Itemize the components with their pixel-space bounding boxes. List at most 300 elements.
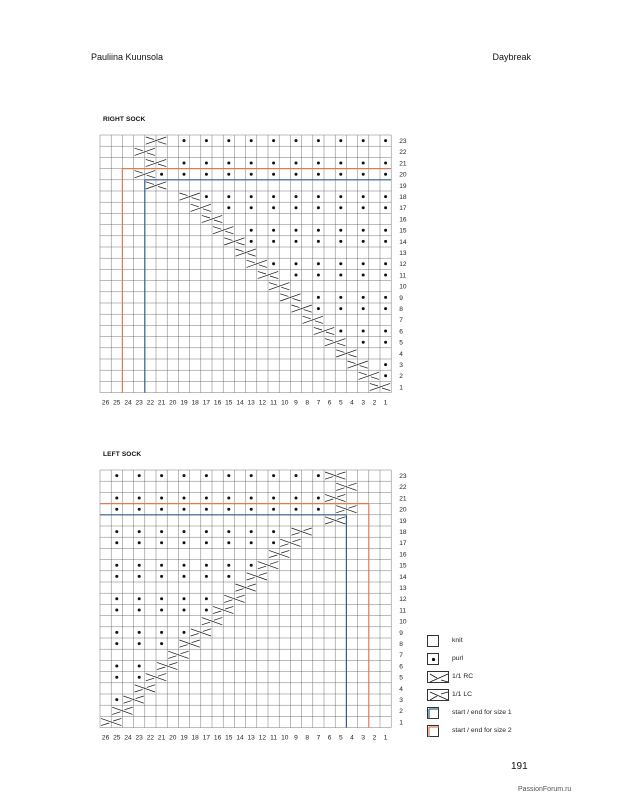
purl-stitch xyxy=(138,665,141,668)
purl-stitch xyxy=(183,497,186,500)
cable-stitch xyxy=(146,182,154,185)
purl-stitch xyxy=(272,229,275,232)
cable-stitch xyxy=(281,550,289,553)
cable-stitch xyxy=(337,517,345,520)
column-number: 5 xyxy=(338,399,343,407)
cable-stitch xyxy=(337,343,345,346)
row-number: 20 xyxy=(399,506,407,514)
column-number: 25 xyxy=(113,399,121,407)
purl-stitch xyxy=(362,307,365,310)
legend-lc-label: 1/1 LC xyxy=(452,691,473,698)
purl-stitch xyxy=(250,508,253,511)
column-number: 8 xyxy=(305,399,310,407)
row-number: 4 xyxy=(399,350,403,358)
cable-stitch xyxy=(371,377,379,380)
column-number: 4 xyxy=(350,734,354,742)
purl-stitch xyxy=(183,508,186,511)
cable-stitch xyxy=(214,220,222,223)
cable-stitch xyxy=(113,718,121,721)
cable-stitch xyxy=(348,483,356,486)
purl-stitch xyxy=(250,162,253,165)
row-number: 16 xyxy=(399,551,407,559)
purl-stitch xyxy=(295,497,298,500)
cable-stitch xyxy=(336,510,344,513)
purl-stitch xyxy=(317,240,320,243)
purl-stitch xyxy=(384,262,387,265)
purl-stitch xyxy=(227,139,230,142)
cable-stitch xyxy=(258,271,266,274)
column-number: 17 xyxy=(202,734,211,742)
purl-stitch xyxy=(183,541,186,544)
purl-stitch xyxy=(183,575,186,578)
purl-stitch xyxy=(160,508,163,511)
purl-stitch xyxy=(295,508,298,511)
column-number: 17 xyxy=(202,399,211,407)
cable-stitch xyxy=(337,472,345,475)
column-number: 15 xyxy=(225,399,233,407)
column-number: 5 xyxy=(338,734,343,742)
purl-stitch xyxy=(272,262,275,265)
right-sock-chart xyxy=(95,130,407,415)
purl-stitch xyxy=(227,541,230,544)
cable-stitch xyxy=(236,242,244,245)
purl-stitch xyxy=(339,173,342,176)
purl-stitch xyxy=(339,262,342,265)
row-number: 14 xyxy=(399,573,407,581)
cable-stitch xyxy=(158,164,166,167)
purl-stitch xyxy=(339,206,342,209)
purl-stitch xyxy=(295,240,298,243)
purl-stitch xyxy=(295,162,298,165)
purl-stitch xyxy=(183,631,186,634)
column-number: 1 xyxy=(383,399,388,407)
purl-stitch xyxy=(138,530,141,533)
row-number: 14 xyxy=(399,238,407,246)
row-number: 19 xyxy=(399,517,407,525)
purl-stitch xyxy=(317,173,320,176)
cable-stitch xyxy=(259,265,267,268)
purl-stitch xyxy=(272,206,275,209)
purl-stitch xyxy=(205,497,208,500)
column-number: 19 xyxy=(180,399,188,407)
row-number: 6 xyxy=(399,328,403,336)
purl-stitch xyxy=(317,474,320,477)
cable-stitch xyxy=(270,562,278,565)
purl-stitch xyxy=(250,229,253,232)
purl-stitch xyxy=(339,162,342,165)
column-number: 6 xyxy=(327,399,332,407)
purl-stitch xyxy=(115,508,118,511)
purl-stitch xyxy=(362,262,365,265)
purl-stitch xyxy=(227,497,230,500)
purl-stitch xyxy=(339,307,342,310)
cable-stitch xyxy=(314,327,322,330)
column-number: 21 xyxy=(157,734,166,742)
rc-icon xyxy=(427,671,449,683)
purl-stitch xyxy=(272,195,275,198)
purl-stitch xyxy=(160,530,163,533)
purl-stitch xyxy=(160,609,163,612)
purl-stitch xyxy=(115,609,118,612)
lc-icon xyxy=(427,689,449,701)
purl-stitch xyxy=(115,474,118,477)
row-number: 6 xyxy=(399,663,403,671)
purl-stitch xyxy=(160,575,163,578)
purl-stitch xyxy=(362,341,365,344)
left-sock-title: LEFT SOCK xyxy=(103,451,142,458)
column-number: 23 xyxy=(135,399,143,407)
purl-stitch xyxy=(272,508,275,511)
purl-stitch xyxy=(115,676,118,679)
purl-stitch xyxy=(384,374,387,377)
cable-stitch xyxy=(247,577,255,580)
row-number: 12 xyxy=(399,596,407,604)
purl-stitch xyxy=(205,474,208,477)
legend-lc xyxy=(427,689,587,703)
purl-stitch xyxy=(250,206,253,209)
purl-stitch xyxy=(115,575,118,578)
purl-stitch xyxy=(183,597,186,600)
cable-stitch xyxy=(269,283,277,286)
purl-stitch xyxy=(384,195,387,198)
cable-stitch xyxy=(326,332,334,335)
cable-stitch xyxy=(124,707,132,710)
cable-stitch xyxy=(146,137,154,140)
purl-stitch xyxy=(317,307,320,310)
legend-knit xyxy=(427,635,587,649)
purl-stitch xyxy=(205,162,208,165)
row-number: 8 xyxy=(399,306,403,313)
row-number: 17 xyxy=(399,540,407,548)
purl-stitch xyxy=(138,541,141,544)
purl-stitch xyxy=(339,240,342,243)
purl-stitch xyxy=(160,642,163,645)
purl-stitch xyxy=(317,497,320,500)
legend-size1-label: start / end for size 1 xyxy=(452,709,512,716)
cable-stitch xyxy=(325,477,333,480)
purl-stitch xyxy=(115,497,118,500)
row-number: 9 xyxy=(399,294,403,302)
cable-stitch xyxy=(280,544,288,547)
purl-stitch xyxy=(250,474,253,477)
row-number: 20 xyxy=(399,171,407,179)
cable-stitch xyxy=(248,254,256,257)
purl-stitch xyxy=(227,575,230,578)
column-number: 16 xyxy=(213,734,222,742)
column-number: 9 xyxy=(294,734,298,742)
purl-stitch xyxy=(138,564,141,567)
purl-stitch xyxy=(317,262,320,265)
purl-stitch xyxy=(183,474,186,477)
cable-stitch xyxy=(292,539,300,542)
column-number: 16 xyxy=(213,399,222,407)
cable-stitch xyxy=(325,339,333,342)
column-number: 12 xyxy=(258,734,267,742)
purl-stitch xyxy=(138,676,141,679)
row-number: 1 xyxy=(399,384,403,392)
column-number: 7 xyxy=(316,734,321,742)
purl-stitch xyxy=(250,497,253,500)
purl-stitch xyxy=(227,564,230,567)
cable-stitch xyxy=(304,528,312,531)
row-number: 7 xyxy=(399,652,403,660)
cable-stitch xyxy=(179,645,187,648)
cable-stitch xyxy=(382,388,390,391)
cable-stitch xyxy=(213,227,221,230)
purl-stitch xyxy=(183,530,186,533)
cable-stitch xyxy=(202,215,210,218)
row-number: 10 xyxy=(399,618,407,626)
column-number: 10 xyxy=(281,399,289,407)
purl-stitch xyxy=(384,274,387,277)
row-number: 5 xyxy=(399,339,403,347)
purl-stitch xyxy=(205,139,208,142)
purl-stitch xyxy=(250,541,253,544)
author-name: Pauliina Kuunsola xyxy=(91,52,164,62)
row-number: 7 xyxy=(399,317,403,325)
row-number: 23 xyxy=(399,138,407,145)
column-number: 24 xyxy=(124,734,132,742)
purl-stitch xyxy=(227,173,230,176)
cable-stitch xyxy=(135,148,143,151)
purl-stitch xyxy=(115,530,118,533)
cable-stitch xyxy=(235,589,243,592)
column-number: 22 xyxy=(146,734,155,742)
column-number: 20 xyxy=(169,734,177,742)
column-number: 11 xyxy=(270,399,278,407)
row-number: 4 xyxy=(399,685,403,693)
column-number: 13 xyxy=(247,734,255,742)
purl-stitch xyxy=(160,631,163,634)
column-number: 11 xyxy=(270,734,278,742)
cable-stitch xyxy=(359,372,367,375)
cable-stitch xyxy=(360,366,368,369)
purl-stitch xyxy=(362,274,365,277)
cable-stitch xyxy=(235,249,243,252)
cable-stitch xyxy=(225,606,233,609)
cable-stitch xyxy=(203,629,211,632)
purl-stitch xyxy=(362,240,365,243)
purl-stitch xyxy=(138,642,141,645)
purl-stitch xyxy=(115,642,118,645)
column-number: 22 xyxy=(146,399,155,407)
purl-stitch xyxy=(138,497,141,500)
column-number: 2 xyxy=(372,734,377,742)
purl-stitch xyxy=(272,162,275,165)
column-number: 2 xyxy=(372,399,377,407)
row-number: 3 xyxy=(399,362,403,369)
column-number: 19 xyxy=(180,734,188,742)
column-number: 18 xyxy=(191,734,199,742)
row-number: 10 xyxy=(399,283,407,291)
column-number: 14 xyxy=(236,734,244,742)
cable-stitch xyxy=(147,175,155,178)
purl-stitch xyxy=(362,162,365,165)
purl-stitch xyxy=(183,173,186,176)
cable-stitch xyxy=(236,595,244,598)
purl-stitch xyxy=(362,330,365,333)
row-number: 16 xyxy=(399,216,407,224)
cable-stitch xyxy=(202,622,210,625)
row-number: 11 xyxy=(399,272,407,280)
purl-stitch xyxy=(384,296,387,299)
pattern-name: Daybreak xyxy=(492,52,531,62)
row-number: 1 xyxy=(399,719,403,727)
purl-stitch xyxy=(205,564,208,567)
watermark: PassionForum.ru xyxy=(518,786,572,793)
cable-stitch xyxy=(336,350,344,353)
row-number: 13 xyxy=(399,585,407,592)
row-number: 13 xyxy=(399,250,407,257)
cable-stitch xyxy=(291,305,299,308)
purl-stitch xyxy=(227,508,230,511)
cable-stitch xyxy=(112,712,120,715)
purl-stitch xyxy=(250,240,253,243)
cable-stitch xyxy=(213,611,221,614)
cable-stitch xyxy=(303,316,311,319)
cable-stitch xyxy=(225,231,233,234)
purl-stitch xyxy=(295,206,298,209)
purl-stitch xyxy=(384,330,387,333)
purl-stitch xyxy=(205,530,208,533)
cable-stitch xyxy=(158,674,166,677)
cable-stitch xyxy=(101,723,109,726)
purl-stitch xyxy=(339,195,342,198)
column-number: 6 xyxy=(327,734,332,742)
page-number: 191 xyxy=(511,761,528,772)
column-number: 26 xyxy=(101,734,110,742)
legend-size1 xyxy=(427,707,587,721)
purl-stitch xyxy=(138,508,141,511)
purl-stitch xyxy=(183,564,186,567)
purl-stitch xyxy=(115,631,118,634)
row-number: 21 xyxy=(399,160,407,168)
cable-stitch xyxy=(315,321,323,324)
purl-stitch xyxy=(339,229,342,232)
row-number: 11 xyxy=(399,607,407,615)
purl-stitch xyxy=(183,139,186,142)
column-number: 7 xyxy=(316,399,321,407)
purl-stitch xyxy=(272,474,275,477)
cable-stitch xyxy=(281,287,289,290)
legend-purl-label: purl xyxy=(452,655,464,662)
legend-knit-label: knit xyxy=(452,637,463,644)
purl-stitch xyxy=(250,139,253,142)
purl-stitch xyxy=(227,530,230,533)
cable-stitch xyxy=(147,153,155,156)
purl-stitch xyxy=(317,296,320,299)
purl-stitch xyxy=(384,162,387,165)
purl-stitch xyxy=(362,229,365,232)
row-number: 21 xyxy=(399,495,407,503)
column-number: 3 xyxy=(361,734,366,742)
purl-stitch xyxy=(115,597,118,600)
purl-stitch xyxy=(384,229,387,232)
purl-stitch xyxy=(205,173,208,176)
cable-stitch xyxy=(348,506,356,509)
cable-stitch xyxy=(270,276,278,279)
size2-line-icon xyxy=(427,725,439,737)
purl-stitch xyxy=(160,541,163,544)
cable-stitch xyxy=(247,260,255,263)
cable-stitch xyxy=(224,238,232,241)
purl-stitch xyxy=(384,307,387,310)
purl-stitch xyxy=(317,229,320,232)
purl-stitch xyxy=(362,173,365,176)
purl-stitch xyxy=(227,474,230,477)
cable-stitch xyxy=(259,573,267,576)
purl-stitch xyxy=(160,597,163,600)
purl-stitch xyxy=(250,530,253,533)
purl-stitch xyxy=(295,229,298,232)
purl-stitch xyxy=(384,240,387,243)
left-sock-chart xyxy=(95,465,407,750)
purl-stitch xyxy=(205,597,208,600)
purl-stitch xyxy=(138,597,141,600)
purl-stitch xyxy=(227,162,230,165)
column-number: 15 xyxy=(225,734,233,742)
purl-stitch xyxy=(250,564,253,567)
legend-rc xyxy=(427,671,587,685)
purl-stitch xyxy=(295,262,298,265)
purl-stitch xyxy=(205,575,208,578)
cable-stitch xyxy=(370,383,378,386)
purl-stitch xyxy=(115,541,118,544)
purl-stitch xyxy=(272,541,275,544)
row-number: 2 xyxy=(399,708,403,716)
purl-stitch xyxy=(205,541,208,544)
cable-stitch xyxy=(168,656,176,659)
purl-stitch xyxy=(205,195,208,198)
cable-stitch xyxy=(146,159,154,162)
row-number: 5 xyxy=(399,674,403,682)
purl-stitch xyxy=(295,274,298,277)
purl-stitch xyxy=(317,206,320,209)
column-number: 9 xyxy=(294,399,298,407)
cable-stitch xyxy=(169,662,177,665)
purl-stitch xyxy=(272,530,275,533)
cable-stitch xyxy=(158,142,166,145)
cable-stitch xyxy=(325,521,333,524)
purl-stitch xyxy=(339,274,342,277)
legend-size2-label: start / end for size 2 xyxy=(452,727,512,734)
purl-stitch xyxy=(183,162,186,165)
purl-stitch xyxy=(138,575,141,578)
purl-stitch xyxy=(295,195,298,198)
cable-stitch xyxy=(347,361,355,364)
column-number: 4 xyxy=(350,399,354,407)
row-number: 18 xyxy=(399,194,407,201)
purl-stitch xyxy=(227,195,230,198)
cable-stitch xyxy=(191,633,199,636)
column-number: 21 xyxy=(157,399,166,407)
purl-stitch xyxy=(362,195,365,198)
purl-stitch xyxy=(295,474,298,477)
cable-stitch xyxy=(123,701,131,704)
purl-stitch xyxy=(317,195,320,198)
purl-stitch xyxy=(384,173,387,176)
legend-rc-label: 1/1 RC xyxy=(452,673,474,680)
column-number: 8 xyxy=(305,734,310,742)
row-number: 17 xyxy=(399,205,407,213)
purl-stitch xyxy=(250,173,253,176)
purl-stitch xyxy=(160,173,163,176)
row-number: 15 xyxy=(399,562,407,570)
cable-stitch xyxy=(224,600,232,603)
purl-stitch xyxy=(115,698,118,701)
purl-stitch xyxy=(160,474,163,477)
right-sock-title: RIGHT SOCK xyxy=(103,116,146,123)
